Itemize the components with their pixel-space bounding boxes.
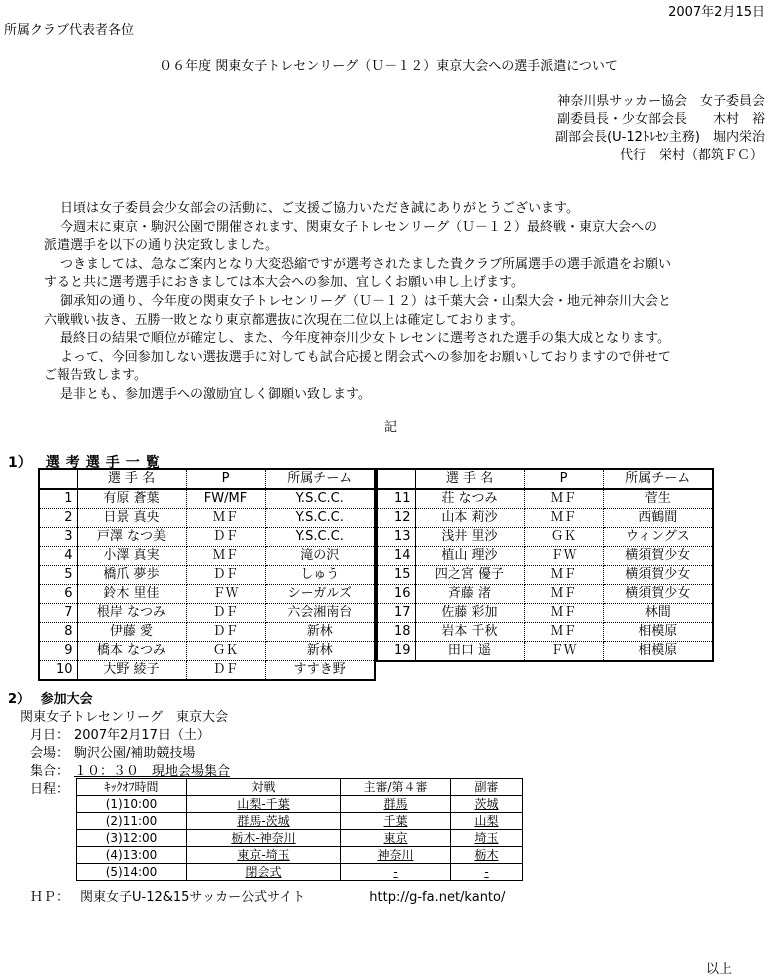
body-line: すると共に選考選手におきましては本大会への参加、宜しくお願い申し上げます。 — [44, 275, 524, 291]
player-number: 1 — [39, 489, 77, 509]
player-team: ウィングス — [603, 528, 713, 547]
player-position: ＭＦ — [524, 604, 603, 623]
player-name: 小澤 真実 — [77, 547, 186, 566]
player-row — [377, 528, 713, 547]
player-team: 新林 — [265, 623, 375, 642]
player-position: ＧＫ — [186, 642, 265, 661]
match-pairing: 山梨-千葉 — [237, 797, 290, 811]
player-position: ＭＦ — [186, 509, 265, 528]
match-pairing: 群馬-茨城 — [237, 814, 290, 828]
referee-team: 群馬 — [383, 797, 408, 811]
match-pairing: 栃木-神奈川 — [231, 831, 296, 845]
player-row — [39, 585, 375, 604]
assistant-referee-team: - — [484, 865, 489, 879]
player-row — [377, 585, 713, 604]
schedule-header-row — [77, 779, 523, 796]
hp-url-link[interactable]: http://g-fa.net/kanto/ — [369, 890, 506, 905]
player-position: ＭＦ — [524, 509, 603, 528]
body-line: 六戦戦い抜き、五勝一敗となり東京都選抜に次現在二位以上は確定しております。 — [44, 312, 524, 328]
body-line: 日頃は女子委員会少女部会の活動に、ご支援ご協力いただき誠にありがとうございます。 — [60, 201, 579, 216]
player-position: FW/MF — [186, 489, 265, 509]
schedule-row — [77, 796, 523, 813]
kickoff-time: (5)14:00 — [105, 865, 158, 879]
player-position: ＭＦ — [524, 623, 603, 642]
info-date — [30, 724, 210, 743]
referee-team-cell — [341, 864, 451, 881]
kickoff-time-cell — [77, 864, 187, 881]
letter-body — [44, 200, 774, 405]
schedule-label: 日程： — [30, 782, 70, 797]
addressee: 所属クラブ代表者各位 — [4, 23, 135, 38]
schedule-row — [77, 847, 523, 864]
header-cell — [39, 469, 77, 489]
player-table-left — [38, 468, 376, 681]
sender-block — [555, 93, 765, 165]
header-cell: 選 手 名 — [77, 469, 186, 489]
player-row — [377, 642, 713, 662]
header-cell: 選 手 名 — [415, 469, 524, 489]
player-team: 六会湘南台 — [265, 604, 375, 623]
section2-title: 参加大会 — [40, 692, 93, 707]
player-team: 菅生 — [603, 489, 713, 509]
player-number: 17 — [377, 604, 415, 623]
match-pairing-cell — [187, 796, 341, 813]
player-number: 5 — [39, 566, 77, 585]
player-position: ＦＷ — [524, 642, 603, 662]
player-number: 13 — [377, 528, 415, 547]
player-team: Y.S.C.C. — [265, 509, 375, 528]
player-name: 橋爪 夢歩 — [77, 566, 186, 585]
player-number: 12 — [377, 509, 415, 528]
venue-label: 会場： — [30, 746, 70, 761]
player-name: 根岸 なつみ — [77, 604, 186, 623]
player-name: 田口 遥 — [415, 642, 524, 662]
player-position: ＭＦ — [524, 585, 603, 604]
player-position: ＦＷ — [524, 547, 603, 566]
referee-team: - — [393, 865, 398, 879]
player-name: 岩本 千秋 — [415, 623, 524, 642]
player-number: 8 — [39, 623, 77, 642]
body-line: 御承知の通り、今年度の関東女子トレセンリーグ（Ｕ－１２）は千葉大会・山梨大会・地元神奈川大会と — [60, 293, 672, 309]
info-venue — [30, 742, 195, 761]
schedule-row — [77, 813, 523, 830]
schedule-table — [76, 778, 523, 881]
assistant-referee-team: 埼玉 — [474, 831, 499, 845]
schedule-header-cell: 対戦 — [187, 779, 341, 796]
player-position: ＭＦ — [524, 489, 603, 509]
assistant-referee-team-cell — [451, 813, 523, 830]
schedule-header-cell: 主審/第４審 — [341, 779, 451, 796]
kickoff-time-cell — [77, 796, 187, 813]
player-position: ＤＦ — [186, 661, 265, 681]
section2-heading — [8, 688, 93, 707]
header-cell: 所属チーム — [603, 469, 713, 489]
table-header-row — [39, 469, 375, 489]
player-name: 大野 綾子 — [77, 661, 186, 681]
kickoff-time: (4)13:00 — [105, 848, 158, 862]
player-team: 相模原 — [638, 643, 678, 658]
player-name: 四之宮 優子 — [415, 566, 524, 585]
assistant-referee-team-cell — [451, 830, 523, 847]
player-team: Y.S.C.C. — [265, 528, 375, 547]
assistant-referee-team-cell — [451, 847, 523, 864]
document-title: ０６年度 関東女子トレセンリーグ（Ｕ－１２）東京大会への選手派遣について — [159, 59, 618, 74]
table-header-row — [377, 469, 713, 489]
player-name: 荘 なつみ — [415, 489, 524, 509]
referee-team: 千葉 — [383, 814, 408, 828]
player-position: ＤＦ — [186, 528, 265, 547]
schedule-row — [77, 830, 523, 847]
body-line: 最終日の結果で順位が確定し、また、今年度神奈川少女トレセンに選考された選手の集大成となります。 — [60, 331, 670, 347]
hp-site-name: 関東女子U-12&15サッカー公式サイト — [80, 890, 306, 905]
referee-team: 東京 — [383, 831, 408, 845]
player-row — [377, 623, 713, 642]
player-name: 浅井 里沙 — [415, 528, 524, 547]
sender-line: 神奈川県サッカー協会 女子委員会 — [557, 94, 765, 109]
player-row — [39, 566, 375, 585]
body-line: よって、今回参加しない選抜選手に対しても試合応援と閉会式への参加をお願いしておりますので併せて — [60, 349, 671, 365]
player-team: 横須賀少女 — [603, 547, 713, 566]
date-label: 月日： — [30, 728, 70, 743]
player-name: 日景 真央 — [77, 509, 186, 528]
player-row — [39, 547, 375, 566]
player-row — [377, 566, 713, 585]
player-row — [39, 661, 375, 681]
player-number: 15 — [377, 566, 415, 585]
body-line: つきましては、急なご案内となり大変恐縮ですが選考されたました貴クラブ所属選手の選手派遣をお願い — [60, 256, 672, 272]
player-name: 斉藤 渚 — [415, 585, 524, 604]
section2-number: 2） — [8, 692, 31, 707]
player-number: 7 — [39, 604, 77, 623]
player-number: 2 — [39, 509, 77, 528]
player-number: 19 — [377, 642, 415, 662]
info-meet — [30, 760, 230, 779]
homepage-line — [30, 886, 505, 905]
player-name: 植山 理沙 — [415, 547, 524, 566]
assistant-referee-team-cell — [451, 796, 523, 813]
schedule-header-cell: 副審 — [451, 779, 523, 796]
assistant-referee-team: 栃木 — [474, 848, 499, 862]
sender-line: 副部会長(U-12ﾄﾚｾﾝ主務) 堀内栄治 — [555, 130, 765, 145]
player-number: 11 — [377, 489, 415, 509]
player-name: 伊藤 愛 — [77, 623, 186, 642]
player-number: 6 — [39, 585, 77, 604]
player-number: 14 — [377, 547, 415, 566]
body-line: 是非とも、参加選手への激励宜しく御願い致します。 — [60, 386, 371, 402]
player-name: 有原 蒼葉 — [77, 489, 186, 509]
kickoff-time: (2)11:00 — [105, 814, 158, 828]
match-pairing: 閉会式 — [245, 865, 282, 879]
venue-value: 駒沢公園/補助競技場 — [74, 746, 196, 761]
player-row — [377, 547, 713, 566]
document-date: 2007年2月15日 — [668, 5, 765, 20]
player-team: シーガルズ — [265, 585, 375, 604]
player-name: 山本 莉沙 — [415, 509, 524, 528]
section1-number: 1） — [8, 455, 32, 471]
player-position: ＧＫ — [524, 528, 603, 547]
player-number: 18 — [377, 623, 415, 642]
tournament-name: 関東女子トレセンリーグ 東京大会 — [20, 710, 229, 725]
referee-team-cell — [341, 813, 451, 830]
match-pairing-cell — [187, 864, 341, 881]
sender-line: 代行 栄村（都筑ＦＣ） — [619, 148, 763, 163]
player-row — [39, 509, 375, 528]
kickoff-time: (3)12:00 — [105, 831, 158, 845]
body-line: 派遣選手を以下の通り決定致しました。 — [44, 238, 279, 254]
player-team: 横須賀少女 — [603, 566, 713, 585]
player-team: 新林 — [265, 642, 375, 661]
player-row — [39, 623, 375, 642]
player-number: 9 — [39, 642, 77, 661]
kickoff-time: (1)10:00 — [105, 797, 158, 811]
player-name: 戸澤 なつ美 — [77, 528, 186, 547]
player-team: 横須賀少女 — [603, 585, 713, 604]
player-row — [377, 509, 713, 528]
ki-marker: 記 — [383, 420, 397, 435]
player-team: 相模原 — [603, 623, 713, 642]
player-row — [39, 604, 375, 623]
schedule-header-cell: ｷｯｸｵﾌ時間 — [77, 779, 187, 796]
player-name: 鈴木 里佳 — [77, 585, 186, 604]
player-team: Y.S.C.C. — [265, 489, 375, 509]
kickoff-time-cell — [77, 813, 187, 830]
player-position: ＭＦ — [186, 547, 265, 566]
header-cell: P — [524, 469, 603, 489]
player-team: しゅう — [265, 566, 375, 585]
player-row — [39, 528, 375, 547]
match-pairing-cell — [187, 813, 341, 830]
player-row — [39, 642, 375, 661]
referee-team-cell — [341, 847, 451, 864]
closing-mark: 以上 — [706, 962, 733, 977]
player-table-right — [376, 468, 714, 662]
player-name: 橋本 なつみ — [77, 642, 186, 661]
player-row — [377, 489, 713, 509]
assistant-referee-team: 茨城 — [474, 797, 499, 811]
schedule-row — [77, 864, 523, 881]
player-row — [377, 604, 713, 623]
header-cell: P — [186, 469, 265, 489]
match-pairing-cell — [187, 830, 341, 847]
player-position: ＤＦ — [186, 604, 265, 623]
player-team: すすき野 — [293, 662, 346, 677]
assistant-referee-team: 山梨 — [474, 814, 499, 828]
body-line: ご報告致します。 — [44, 368, 147, 384]
assistant-referee-team-cell — [451, 864, 523, 881]
referee-team-cell — [341, 796, 451, 813]
kickoff-time-cell — [77, 830, 187, 847]
referee-team-cell — [341, 830, 451, 847]
header-cell: 所属チーム — [265, 469, 375, 489]
player-position: ＤＦ — [186, 623, 265, 642]
referee-team: 神奈川 — [377, 848, 414, 862]
player-number: 3 — [39, 528, 77, 547]
player-position: ＭＦ — [524, 566, 603, 585]
player-position: ＤＦ — [186, 566, 265, 585]
player-team: 西鶴間 — [603, 509, 713, 528]
player-team: 林間 — [603, 604, 713, 623]
info-schedule — [30, 778, 74, 797]
player-position: ＦＷ — [186, 585, 265, 604]
meet-value: １０：３０ 現地会場集合 — [74, 764, 231, 779]
player-name: 佐藤 彩加 — [415, 604, 524, 623]
player-number: 4 — [39, 547, 77, 566]
player-team: 滝の沢 — [265, 547, 375, 566]
sender-line: 副委員長・少女部会長 木村 裕 — [556, 112, 765, 127]
player-number: 16 — [377, 585, 415, 604]
header-cell — [377, 469, 415, 489]
match-pairing-cell — [187, 847, 341, 864]
match-pairing: 東京-埼玉 — [237, 848, 290, 862]
hp-label: ＨＰ： — [30, 890, 70, 905]
player-number: 10 — [39, 661, 77, 681]
kickoff-time-cell — [77, 847, 187, 864]
section1-title: 選考選手一覧 — [45, 455, 166, 471]
player-row — [39, 489, 375, 509]
date-value: 2007年2月17日（土） — [74, 728, 210, 743]
body-line: 今週末に東京・駒沢公園で開催されます、関東女子トレセンリーグ（Ｕ－１２）最終戦・東京大会への — [60, 219, 657, 235]
meet-label: 集合： — [30, 764, 70, 779]
